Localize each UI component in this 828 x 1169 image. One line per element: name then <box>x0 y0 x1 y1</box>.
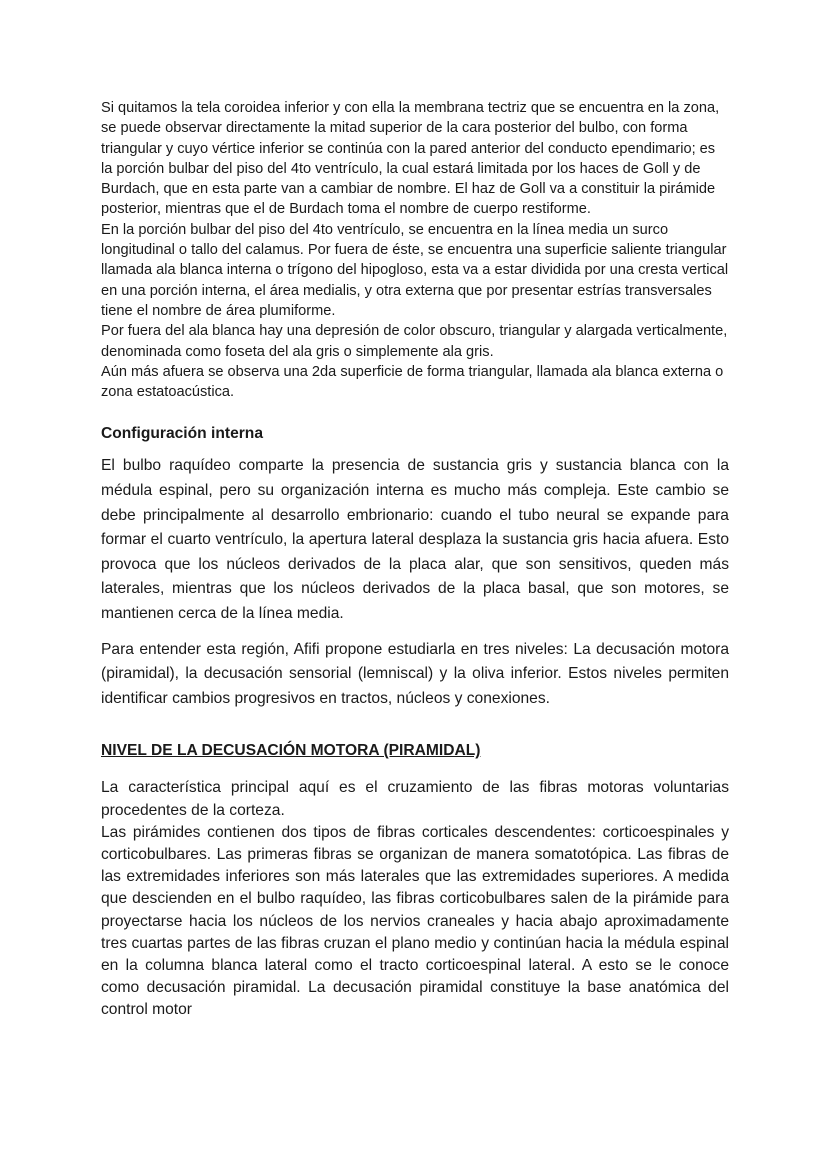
motor-paragraph-2: Las pirámides contienen dos tipos de fibras corticales descendentes: corticoespinales y corticobulbares. Las primeras fibras se organizan de manera somatotópica. Las fibras de las extremidades inferiores son más laterales que las extremidades superiores. A medida que descienden en el bulbo raquídeo, las fibras corticobulbares salen de la pirámide para proyectarse hacia los núcleos de los nervios craneales y hacia abajo aproximadamente tres cuartas partes de las fibras cruzan el plano medio y continúan hacia la médula espinal en la columna blanca lateral como el tracto corticoespinal lateral. A esto se le conoce como decusación piramidal. La decusación piramidal constituye la base anatómica del control motor <box>101 823 729 1019</box>
internal-paragraph-1: El bulbo raquídeo comparte la presencia de sustancia gris y sustancia blanca con la médula espinal, pero su organización interna es mucho más compleja. Este cambio se debe principalmente al desarrollo embrionario: cuando el tubo neural se expande para formar el cuarto ventrículo, la apertura lateral desplaza la sustancia gris hacia afuera. Esto provoca que los núcleos derivados de la placa alar, que son sensitivos, queden más laterales, mientras que los núcleos derivados de la placa basal, que son motores, se mantienen cerca de la línea media. <box>101 457 729 623</box>
intro-paragraph-2: En la porción bulbar del piso del 4to ventrículo, se encuentra en la línea media un surco longitudinal o tallo del calamus. Por fuera de éste, se encuentra una superficie saliente triangular llamada ala blanca interna o trígono del hipogloso, esta va a estar dividida por una cresta vertical en una porción interna, el área medialis, y otra externa que por presentar estrías transversales tiene el nombre de área plumiforme. <box>101 221 729 319</box>
intro-paragraph-3: Por fuera del ala blanca hay una depresión de color obscuro, triangular y alargada verticalmente, denominada como foseta del ala gris o simplemente ala gris. <box>101 323 728 360</box>
internal-configuration-heading: Configuración interna <box>101 425 264 443</box>
intro-paragraph-1: Si quitamos la tela coroidea inferior y con ella la membrana tectriz que se encuentra en la zona, se puede observar directamente la mitad superior de la cara posterior del bulbo, con forma triangular y cuyo vértice inferior se continúa con la pared anterior del conducto ependimario; es la porción bulbar del piso del 4to ventrículo, la cual estará limitada por los haces de Goll y de Burdach, que en esta parte van a cambiar de nombre. El haz de Goll va a constituir la pirámide posterior, mientras que el de Burdach toma el nombre de cuerpo restiforme. <box>101 100 720 218</box>
document-page <box>101 98 729 1022</box>
motor-decussation-body <box>101 777 729 1021</box>
intro-paragraph-4: Aún más afuera se observa una 2da superficie de forma triangular, llamada ala blanca externa o zona estatoacústica. <box>101 363 724 401</box>
motor-decussation-section-title: NIVEL DE LA DECUSACIÓN MOTORA (PIRAMIDAL) <box>101 742 481 760</box>
motor-paragraph-1: La característica principal aquí es el cruzamiento de las fibras motoras voluntarias procedentes de la corteza. <box>101 779 729 819</box>
internal-paragraph-2: Para entender esta región, Afifi propone estudiarla en tres niveles: La decusación motora (piramidal), la decusación sensorial (lemniscal) y la oliva inferior. Estos niveles permiten identificar cambios progresivos en tractos, núcleos y conexiones. <box>101 640 729 707</box>
intro-section <box>101 98 729 402</box>
